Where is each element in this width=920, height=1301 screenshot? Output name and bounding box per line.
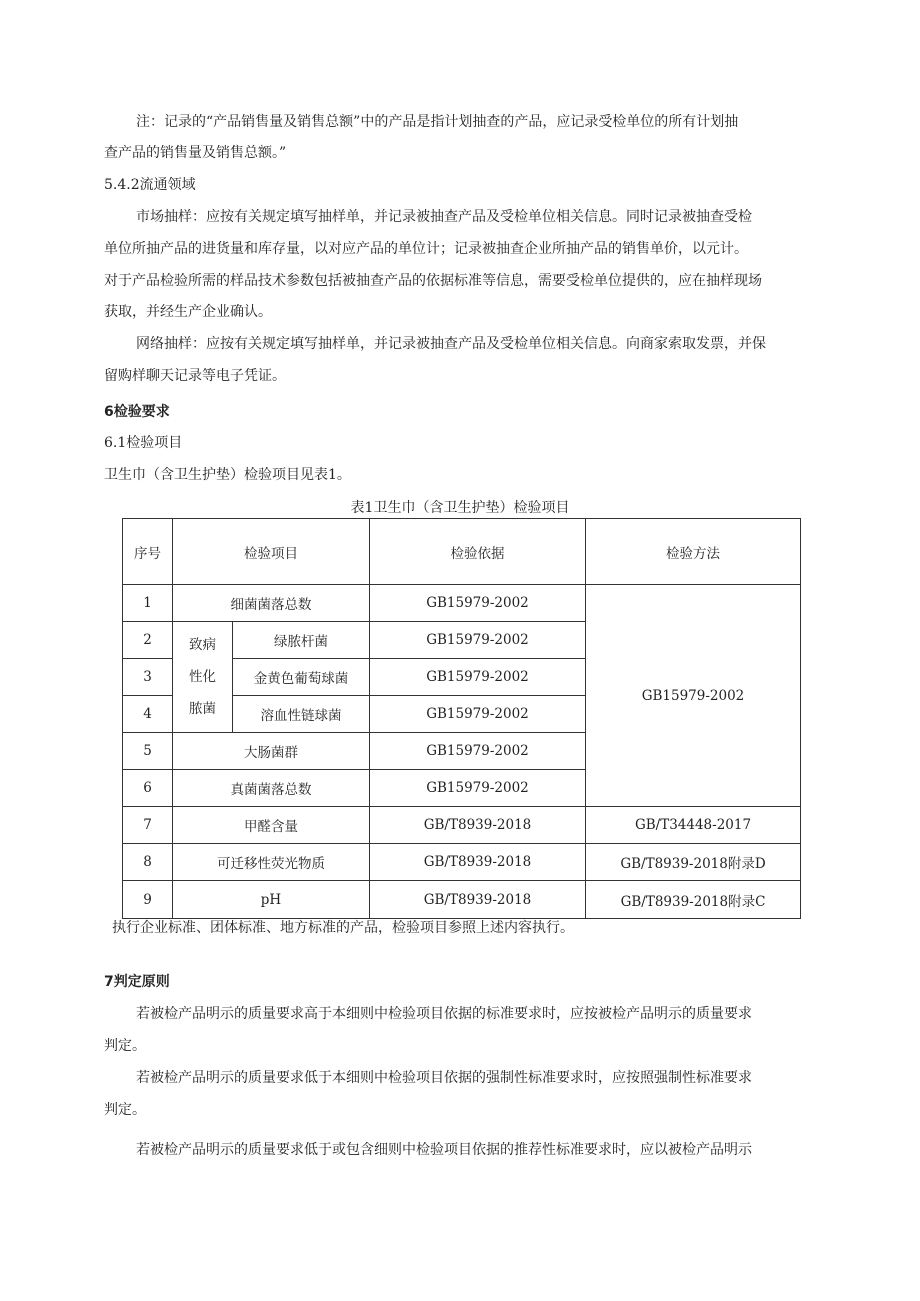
header-no: 序号 [123, 519, 173, 585]
pathogenic-group-label [173, 622, 233, 733]
row-method: GB/T8939-2018附录C [586, 881, 801, 919]
row-no: 8 [123, 844, 173, 881]
row-item: 细菌菌落总数 [173, 585, 370, 622]
row-item: 甲醛含量 [173, 807, 370, 844]
header-method: 检验方法 [586, 519, 801, 585]
row-basis: GB/T8939-2018 [370, 844, 586, 881]
row-item: pH [173, 881, 370, 919]
section-5-4-2-heading: 5.4.2流通领域 [104, 177, 196, 193]
table-header-row [123, 519, 801, 585]
judgment-p1-line-2: 判定。 [104, 1038, 146, 1054]
judgment-p2-line-1: 若被检产品明示的质量要求低于本细则中检验项目依据的强制性标准要求时，应按照强制性标准要求 [136, 1070, 752, 1086]
header-basis: 检验依据 [370, 519, 586, 585]
group-label-line: 性化 [189, 669, 216, 685]
row-basis: GB15979-2002 [370, 696, 586, 733]
online-sampling-line-1: 网络抽样：应按有关规定填写抽样单，并记录被抽查产品及受检单位相关信息。向商家索取发票，并保 [136, 336, 766, 352]
row-no: 4 [123, 696, 173, 733]
judgment-p2-line-2: 判定。 [104, 1102, 146, 1118]
group-label-line: 致病 [189, 637, 216, 653]
row-basis: GB/T8939-2018 [370, 881, 586, 919]
group-label-line: 脓菌 [189, 701, 216, 717]
row-basis: GB/T8939-2018 [370, 807, 586, 844]
row-no: 3 [123, 659, 173, 696]
table-row [123, 881, 801, 919]
row-item: 金黄色葡萄球菌 [233, 659, 370, 696]
row-item: 可迁移性荧光物质 [173, 844, 370, 881]
row-basis: GB15979-2002 [370, 770, 586, 807]
row-no: 1 [123, 585, 173, 622]
after-table-note: 执行企业标准、团体标准、地方标准的产品，检验项目参照上述内容执行。 [112, 920, 574, 936]
row-method: GB/T8939-2018附录D [586, 844, 801, 881]
note-line-1: 注：记录的“产品销售量及销售总额”中的产品是指计划抽查的产品，应记录受检单位的所有计划抽 [136, 114, 739, 130]
row-item: 绿脓杆菌 [233, 622, 370, 659]
market-sampling-line-3: 对于产品检验所需的样品技术参数包括被抽查产品的依据标准等信息，需要受检单位提供的，应在抽样现场 [104, 273, 762, 289]
row-basis: GB15979-2002 [370, 733, 586, 770]
header-item: 检验项目 [173, 519, 370, 585]
market-sampling-line-4: 获取，并经生产企业确认。 [104, 304, 272, 320]
market-sampling-line-2: 单位所抽产品的进货量和库存量，以对应产品的单位计；记录被抽查企业所抽产品的销售单价，以元计。 [104, 241, 748, 257]
row-item: 大肠菌群 [173, 733, 370, 770]
row-no: 5 [123, 733, 173, 770]
merged-method-cell: GB15979-2002 [586, 585, 801, 807]
online-sampling-line-2: 留购样聊天记录等电子凭证。 [104, 368, 286, 384]
section-6-1-heading: 6.1检验项目 [104, 435, 183, 451]
row-item: 真菌菌落总数 [173, 770, 370, 807]
row-basis: GB15979-2002 [370, 622, 586, 659]
row-basis: GB15979-2002 [370, 659, 586, 696]
row-method: GB/T34448-2017 [586, 807, 801, 844]
table-row [123, 585, 801, 622]
row-no: 7 [123, 807, 173, 844]
section-6-intro: 卫生巾（含卫生护垫）检验项目见表1。 [104, 467, 351, 483]
table-caption: 表1卫生巾（含卫生护垫）检验项目 [350, 500, 570, 516]
row-no: 9 [123, 881, 173, 919]
table-row [123, 807, 801, 844]
section-6-heading: 6检验要求 [104, 404, 170, 420]
judgment-p3-line-1: 若被检产品明示的质量要求低于或包含细则中检验项目依据的推荐性标准要求时，应以被检产品明示 [136, 1142, 752, 1158]
row-no: 6 [123, 770, 173, 807]
row-basis: GB15979-2002 [370, 585, 586, 622]
judgment-p1-line-1: 若被检产品明示的质量要求高于本细则中检验项目依据的标准要求时，应按被检产品明示的质量要求 [136, 1006, 752, 1022]
inspection-items-table [122, 518, 801, 919]
table-row [123, 844, 801, 881]
note-line-2: 查产品的销售量及销售总额。” [104, 145, 287, 161]
row-no: 2 [123, 622, 173, 659]
section-7-heading: 7判定原则 [104, 974, 170, 990]
row-item: 溶血性链球菌 [233, 696, 370, 733]
market-sampling-line-1: 市场抽样：应按有关规定填写抽样单，并记录被抽查产品及受检单位相关信息。同时记录被抽查受检 [136, 209, 752, 225]
